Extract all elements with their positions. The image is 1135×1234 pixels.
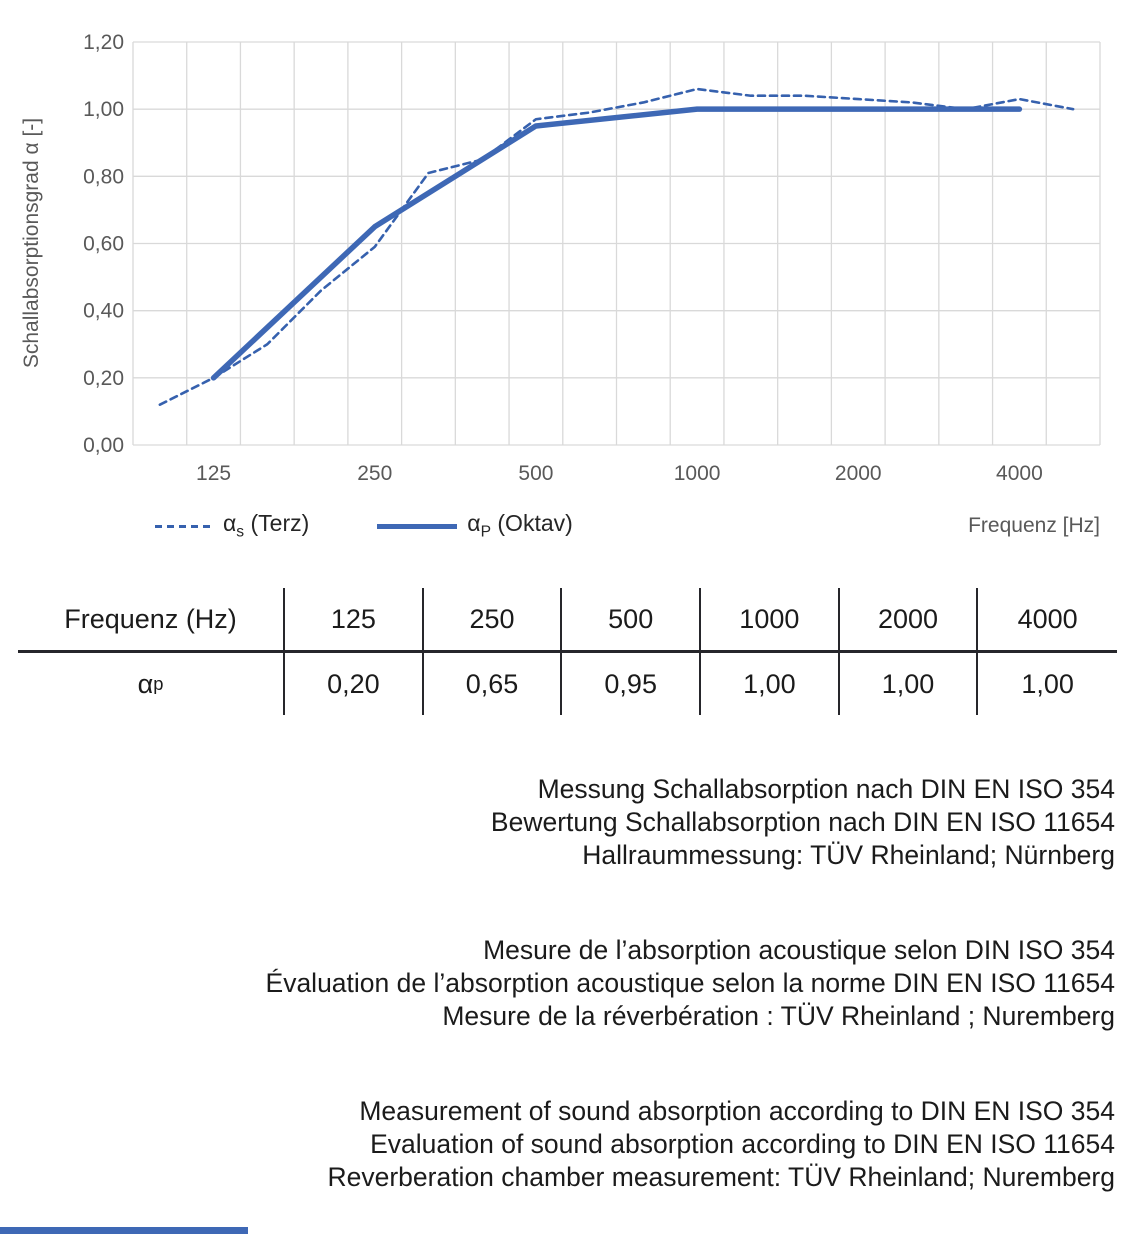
notes-english: [20, 1095, 1115, 1194]
legend-item-terz: [155, 510, 309, 542]
svg-text:1000: 1000: [673, 462, 721, 485]
sound-absorption-chart: [0, 0, 1135, 560]
dashed-line-icon: [155, 525, 213, 528]
note-line: Évaluation de l’absorption acoustique selon la norme DIN EN ISO 11654: [265, 968, 1115, 998]
table-header-cell: 250: [424, 588, 563, 653]
table-value-cell: 1,00: [1021, 668, 1074, 699]
table-header-cell: 1000: [701, 588, 840, 653]
svg-text:1,00: 1,00: [83, 98, 124, 122]
notes-german: [20, 773, 1115, 872]
svg-text:0,00: 0,00: [83, 434, 124, 457]
table-header-cell: 500: [562, 588, 701, 653]
table-value-cell: 1,00: [840, 653, 979, 715]
table-value-cell: 0,20: [285, 653, 424, 715]
chart-legend: [155, 510, 573, 542]
x-axis-title: Frequenz [Hz]: [968, 514, 1100, 537]
svg-text:0,80: 0,80: [83, 165, 124, 189]
table-header-cell: 125: [285, 588, 424, 653]
note-line: Evaluation of sound absorption according to DIN EN ISO 11654: [370, 1129, 1115, 1159]
note-line: Bewertung Schallabsorption nach DIN EN ISO 11654: [490, 807, 1115, 837]
table-header-cell: 4000: [978, 588, 1117, 653]
solid-line-icon: [377, 524, 457, 529]
legend-label-oktav: $\alpha_P$ (Oktav): [467, 510, 573, 541]
table-value-cell: 0,95: [562, 653, 701, 715]
svg-text:125: 125: [196, 462, 232, 485]
legend-label-terz: $\alpha_s$ (Terz): [223, 510, 310, 541]
chart-plot-area: [0, 0, 1135, 500]
note-line: Hallraummessung: TÜV Rheinland; Nürnberg: [582, 840, 1115, 870]
svg-text:4000: 4000: [996, 462, 1043, 485]
svg-text:1,20: 1,20: [83, 31, 124, 54]
note-line: Measurement of sound absorption according to DIN EN ISO 354: [359, 1096, 1115, 1126]
absorption-values-table: [18, 588, 1117, 715]
svg-text:500: 500: [518, 462, 554, 485]
measurement-notes: [20, 773, 1115, 1234]
footer-accent-bar: [0, 1227, 248, 1234]
note-line: Reverberation chamber measurement: TÜV Rheinland; Nuremberg: [327, 1162, 1115, 1192]
svg-text:0,40: 0,40: [83, 299, 124, 323]
svg-text:2000: 2000: [834, 462, 882, 485]
table-value-cell: 1,00: [701, 653, 840, 715]
svg-text:0,20: 0,20: [83, 366, 124, 390]
note-line: Mesure de la réverbération : TÜV Rheinland ; Nuremberg: [442, 1001, 1115, 1031]
legend-item-oktav: [381, 510, 573, 542]
table-header-cell: Frequenz (Hz): [18, 588, 285, 653]
table-value-cell: 0,65: [424, 653, 563, 715]
svg-text:0,60: 0,60: [83, 232, 124, 256]
svg-text:250: 250: [357, 462, 393, 485]
table-row-label: α p: [18, 653, 285, 715]
notes-french: [20, 934, 1115, 1033]
table-header-cell: 2000: [840, 588, 979, 653]
y-axis-title: Schallabsorptionsgrad α [-]: [20, 117, 43, 369]
note-line: Mesure de l’absorption acoustique selon DIN ISO 354: [483, 935, 1115, 965]
note-line: Messung Schallabsorption nach DIN EN ISO 354: [537, 774, 1115, 804]
